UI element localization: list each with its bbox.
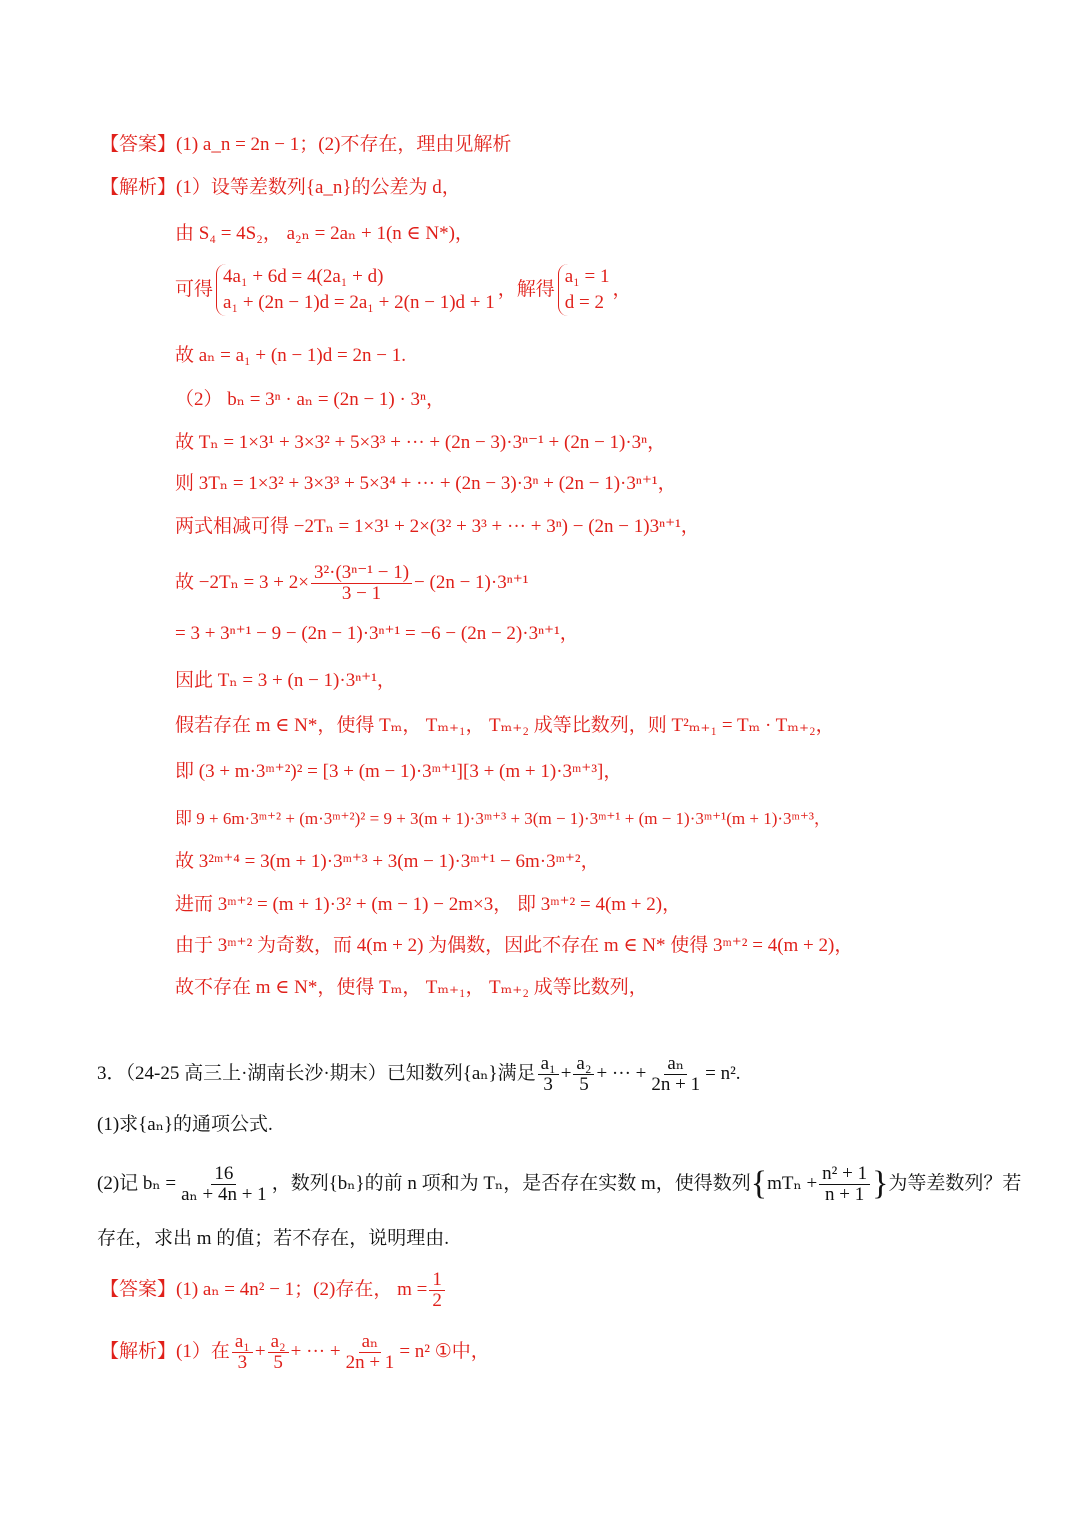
q3-prefix: 3．（24-25 高三上·湖南长沙·期末）已知数列{aₙ}满足 [97,1063,536,1084]
analysis3-frac-3 [343,1332,398,1373]
analysis3-frac-1-num: a₁ [232,1332,253,1353]
s8-prefix: 故 −2Tₙ = 3 + 2× [175,572,309,593]
s8-numerator: 3²·(3ⁿ⁻¹ − 1) [311,563,412,584]
q3p2-seq-den: n + 1 [825,1183,865,1205]
solution-line-17: 故不存在 m ∈ N*，使得 Tₘ， Tₘ₊₁， Tₘ₊₂ 成等比数列， [175,977,648,998]
q3p2-den: aₙ + 4n + 1 [181,1183,267,1205]
question-3-part-2-line-2: 存在，求出 m 的值；若不存在，说明理由. [97,1228,450,1249]
q3-frac-3-den: 2n + 1 [651,1073,701,1095]
q3-plus: + [560,1063,572,1084]
q3-frac-2-den: 5 [579,1073,589,1095]
q3-frac-2 [573,1054,594,1095]
solution-line-10: 因此 Tₙ = 3 + (n − 1)·3ⁿ⁺¹， [175,670,396,691]
solution-line-2 [175,264,632,316]
q3-dots: + ··· + [596,1063,647,1084]
analysis3-dots: + ··· + [290,1341,341,1362]
analysis3-plus: + [254,1341,266,1362]
q3-frac-2-num: a₂ [573,1054,594,1075]
q3p2-frac [178,1164,270,1205]
s8-fraction [311,563,412,604]
question-3-part-2 [97,1158,1021,1210]
q3-frac-3-num: aₙ [664,1054,687,1075]
equation-system [216,264,495,316]
q3-suffix: = n². [705,1063,741,1084]
analysis3-frac-3-num: aₙ [359,1332,382,1353]
analysis3-prefix: 【解析】(1）在 [100,1341,230,1362]
answer3-den: 2 [432,1289,442,1311]
q3-frac-3 [648,1054,703,1095]
analysis3-frac-2-den: 5 [273,1351,283,1373]
answer3-frac [429,1270,445,1311]
question-3-stem [97,1050,741,1098]
system-mid: ，解得 [497,279,555,300]
analysis3-suffix: = n² ①中， [399,1341,490,1362]
analysis3-frac-1-den: 3 [237,1351,248,1373]
solution-line-14: 故 3²ᵐ⁺⁴ = 3(m + 1)·3ᵐ⁺³ + 3(m − 1)·3ᵐ⁺¹ − 6m·3ᵐ⁺²， [175,851,600,872]
solution-system [558,264,610,316]
solution-line-12: 即 (3 + m·3ᵐ⁺²)² = [3 + (m − 1)·3ᵐ⁺¹][3 + (m + 1)·3ᵐ⁺³]， [175,761,623,782]
q3p2-seq-num: n² + 1 [819,1164,870,1185]
analysis3-frac-2-num: a₂ [268,1332,289,1353]
solution-line-7: 两式相减可得 −2Tₙ = 1×3¹ + 2×(3² + 3³ + ··· + 3ⁿ) − (2n − 1)3ⁿ⁺¹， [175,516,700,537]
system-eq-2: a₁ + (2n − 1)d = 2a₁ + 2(n − 1)d + 1 [223,292,495,313]
analysis-line-1: 【解析】(1）设等差数列{a_n}的公差为 d， [100,177,461,198]
q3p2-seq-frac [819,1164,870,1205]
answer-line-3 [100,1266,447,1314]
system-end: ， [612,279,632,300]
solution-line-13: 即 9 + 6m·3ᵐ⁺² + (m·3ᵐ⁺²)² = 9 + 3(m + 1)·3ᵐ⁺³ + 3(m − 1)·3ᵐ⁺¹ + (m − 1)·3ᵐ⁺¹(m + 1)·3ᵐ⁺³， [175,809,831,828]
solution-eq-1: a₁ = 1 [564,266,610,287]
answer3-prefix: 【答案】(1) aₙ = 4n² − 1；(2)存在， m = [100,1279,428,1300]
solution-line-9: = 3 + 3ⁿ⁺¹ − 9 − (2n − 1)·3ⁿ⁺¹ = −6 − (2n − 2)·3ⁿ⁺¹， [175,623,579,644]
question-3-part-1: (1)求{aₙ}的通项公式. [97,1114,273,1135]
analysis3-frac-1 [232,1332,253,1373]
solution-line-6: 则 3Tₙ = 1×3² + 3×3³ + 5×3⁴ + ··· + (2n − 3)·3ⁿ + (2n − 1)·3ⁿ⁺¹， [175,473,677,494]
q3-frac-1-den: 3 [543,1073,553,1095]
analysis-line-3 [100,1328,490,1376]
right-brace-icon: } [872,1165,889,1202]
solution-line-11: 假若存在 m ∈ N*，使得 Tₘ， Tₘ₊₁， Tₘ₊₂ 成等比数列，则 T²ₘ₊₁ = Tₘ · Tₘ₊₂， [175,715,835,736]
analysis3-frac-2 [268,1332,289,1373]
q3p2-prefix: (2)记 bₙ = [97,1173,177,1194]
q3-frac-1 [538,1054,559,1095]
solution-eq-2: d = 2 [564,292,604,313]
solution-line-3: 故 aₙ = a₁ + (n − 1)d = 2n − 1. [175,345,406,366]
solution-line-4: （2） bₙ = 3ⁿ · aₙ = (2n − 1) · 3ⁿ， [175,389,446,410]
system-prefix: 可得 [175,279,214,300]
analysis3-frac-3-den: 2n + 1 [345,1351,395,1373]
q3p2-seq-a: mTₙ + [767,1173,818,1194]
solution-line-8 [175,558,528,608]
s8-suffix: − (2n − 1)·3ⁿ⁺¹ [414,572,529,593]
solution-line-5: 故 Tₙ = 1×3¹ + 3×3² + 5×3³ + ··· + (2n − 3)·3ⁿ⁻¹ + (2n − 1)·3ⁿ， [175,432,667,453]
solution-line-15: 进而 3ᵐ⁺² = (m + 1)·3² + (m − 1) − 2m×3， 即 3ᵐ⁺² = 4(m + 2)， [175,894,682,915]
answer-line-1: 【答案】(1) a_n = 2n − 1；(2)不存在，理由见解析 [100,134,512,155]
s8-denominator: 3 − 1 [341,582,382,604]
q3p2-num: 16 [211,1164,236,1185]
q3p2-end: 为等差数列？若 [888,1173,1022,1194]
q3p2-mid: ，数列{bₙ}的前 n 项和为 Tₙ，是否存在实数 m，使得数列 [271,1173,751,1194]
solution-line-16: 由于 3ᵐ⁺² 为奇数，而 4(m + 2) 为偶数，因此不存在 m ∈ N* 使得 3ᵐ⁺² = 4(m + 2)， [175,935,854,956]
q3-frac-1-num: a₁ [538,1054,559,1075]
answer3-num: 1 [429,1270,445,1291]
system-eq-1: 4a₁ + 6d = 4(2a₁ + d) [223,266,384,287]
left-brace-icon: { [750,1165,768,1202]
solution-line-1: 由 S₄ = 4S₂， a₂ₙ = 2aₙ + 1(n ∈ N*)， [175,223,474,244]
